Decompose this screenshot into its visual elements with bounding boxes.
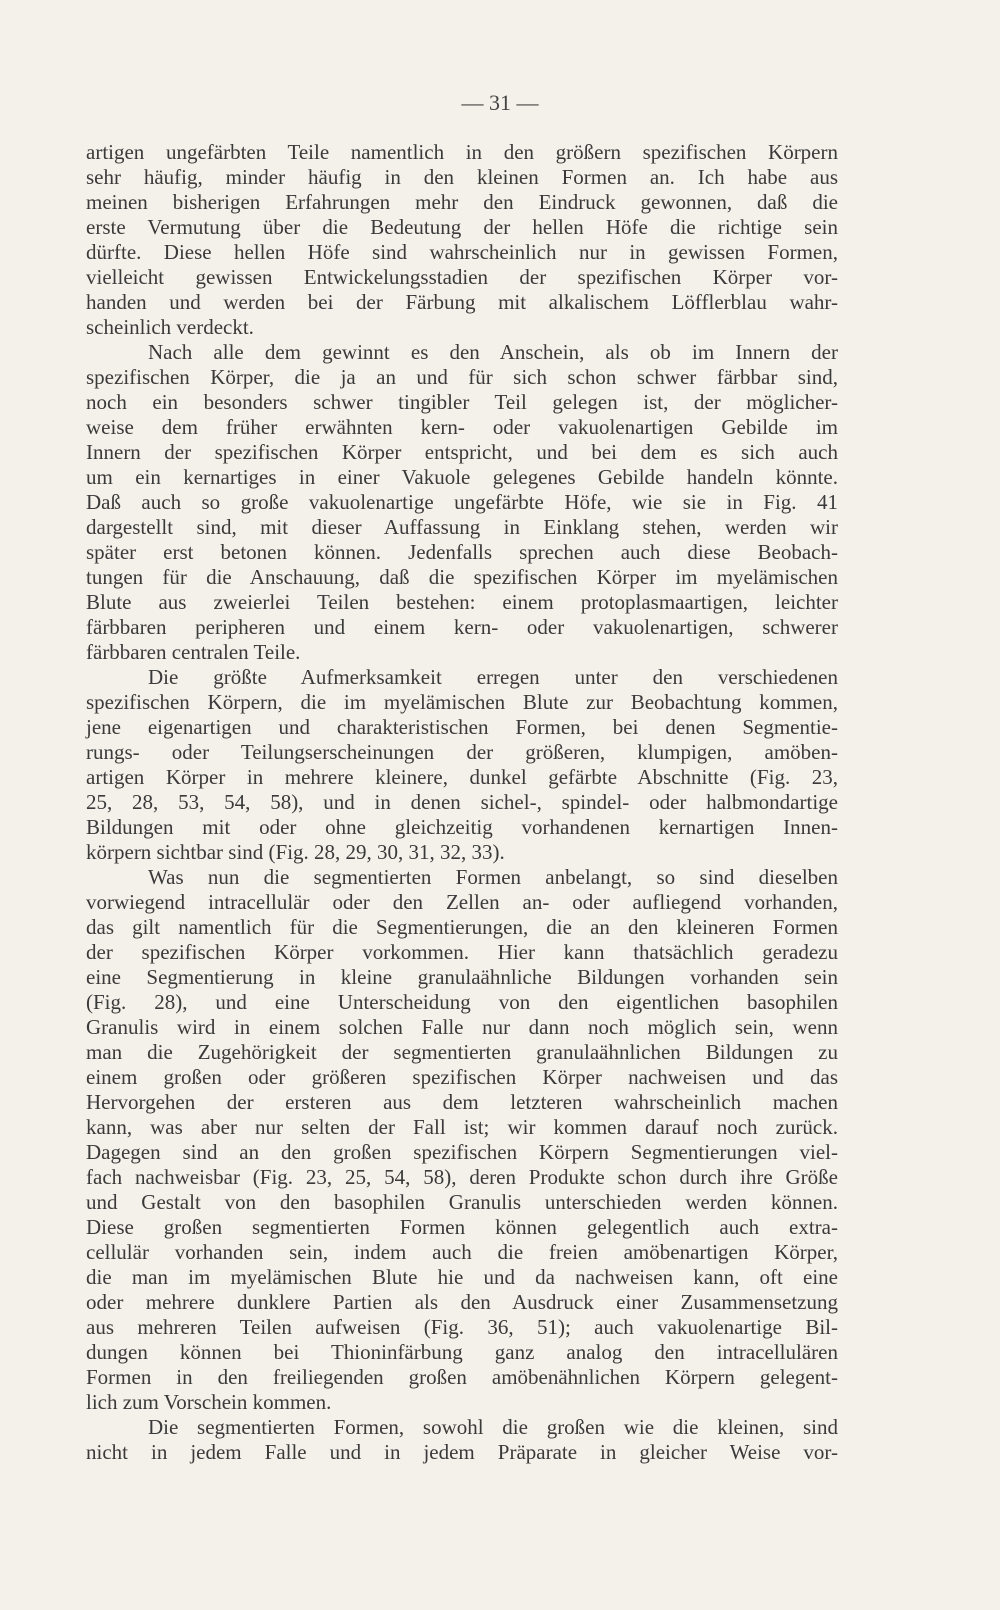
- text-line: jene eigenartigen und charakteristischen Formen, bei denen Segmentie-: [86, 715, 838, 739]
- text-line: Die segmentierten Formen, sowohl die großen wie die kleinen, sind: [148, 1415, 838, 1439]
- text-line: färbbaren peripheren und einem kern- oder vakuolenartigen, schwerer: [86, 615, 838, 639]
- text-line: das gilt namentlich für die Segmentierungen, die an den kleineren Formen: [86, 915, 838, 939]
- text-line: Granulis wird in einem solchen Falle nur dann noch möglich sein, wenn: [86, 1015, 838, 1039]
- text-line: erste Vermutung über die Bedeutung der hellen Höfe die richtige sein: [86, 215, 838, 239]
- text-line: spezifischen Körpern, die im myelämischen Blute zur Beobachtung kommen,: [86, 690, 838, 714]
- text-line: Nach alle dem gewinnt es den Anschein, als ob im Innern der: [148, 340, 838, 364]
- text-line: (Fig. 28), und eine Unterscheidung von den eigentlichen basophilen: [86, 990, 838, 1014]
- text-line: eine Segmentierung in kleine granulaähnliche Bildungen vorhanden sein: [86, 965, 838, 989]
- text-line: Daß auch so große vakuolenartige ungefärbte Höfe, wie sie in Fig. 41: [86, 490, 838, 514]
- text-line: Innern der spezifischen Körper entspricht, und bei dem es sich auch: [86, 440, 838, 464]
- text-line: nicht in jedem Falle und in jedem Präparate in gleicher Weise vor-: [86, 1440, 838, 1464]
- page-number: — 31 —: [461, 90, 539, 115]
- text-line: weise dem früher erwähnten kern- oder vakuolenartigen Gebilde im: [86, 415, 838, 439]
- text-line: artigen ungefärbten Teile namentlich in den größern spezifischen Körpern: [86, 140, 838, 164]
- text-line: spezifischen Körper, die ja an und für sich schon schwer färbbar sind,: [86, 365, 838, 389]
- text-line: lich zum Vorschein kommen.: [86, 1390, 332, 1414]
- body-text: [86, 140, 838, 1465]
- text-line: artigen Körper in mehrere kleinere, dunkel gefärbte Abschnitte (Fig. 23,: [86, 765, 838, 789]
- text-line: vorwiegend intracellulär oder den Zellen an- oder aufliegend vorhanden,: [86, 890, 838, 914]
- text-line: Die größte Aufmerksamkeit erregen unter den verschiedenen: [148, 665, 838, 689]
- text-line: dürfte. Diese hellen Höfe sind wahrscheinlich nur in gewissen Formen,: [86, 240, 838, 264]
- text-line: tungen für die Anschauung, daß die spezifischen Körper im myelämischen: [86, 565, 838, 589]
- text-line: später erst betonen können. Jedenfalls sprechen auch diese Beobach-: [86, 540, 838, 564]
- text-line: handen und werden bei der Färbung mit alkalischem Löfflerblau wahr-: [86, 290, 838, 314]
- text-line: scheinlich verdeckt.: [86, 315, 254, 339]
- text-line: der spezifischen Körper vorkommen. Hier kann thatsächlich geradezu: [86, 940, 838, 964]
- text-line: noch ein besonders schwer tingibler Teil gelegen ist, der möglicher-: [86, 390, 838, 414]
- text-line: körpern sichtbar sind (Fig. 28, 29, 30, 31, 32, 33).: [86, 840, 505, 864]
- text-line: vielleicht gewissen Entwickelungsstadien der spezifischen Körper vor-: [86, 265, 838, 289]
- text-line: kann, was aber nur selten der Fall ist; wir kommen darauf noch zurück.: [86, 1115, 838, 1139]
- text-line: dungen können bei Thioninfärbung ganz analog den intracellulären: [86, 1340, 838, 1364]
- text-line: die man im myelämischen Blute hie und da nachweisen kann, oft eine: [86, 1265, 838, 1289]
- text-line: färbbaren centralen Teile.: [86, 640, 301, 664]
- text-line: Dagegen sind an den großen spezifischen Körpern Segmentierungen viel-: [86, 1140, 838, 1164]
- text-line: Blute aus zweierlei Teilen bestehen: einem protoplasmaartigen, leichter: [86, 590, 838, 614]
- text-line: rungs- oder Teilungserscheinungen der größeren, klumpigen, amöben-: [86, 740, 838, 764]
- text-line: meinen bisherigen Erfahrungen mehr den Eindruck gewonnen, daß die: [86, 190, 838, 214]
- text-line: um ein kernartiges in einer Vakuole gelegenes Gebilde handeln könnte.: [86, 465, 838, 489]
- text-line: fach nachweisbar (Fig. 23, 25, 54, 58), deren Produkte schon durch ihre Größe: [86, 1165, 838, 1189]
- text-line: man die Zugehörigkeit der segmentierten granulaähnlichen Bildungen zu: [86, 1040, 838, 1064]
- text-line: oder mehrere dunklere Partien als den Ausdruck einer Zusammensetzung: [86, 1290, 838, 1314]
- text-line: Was nun die segmentierten Formen anbelangt, so sind dieselben: [148, 865, 838, 889]
- text-line: 25, 28, 53, 54, 58), und in denen sichel-, spindel- oder halbmondartige: [86, 790, 838, 814]
- text-line: Formen in den freiliegenden großen amöbenähnlichen Körpern gelegent-: [86, 1365, 838, 1389]
- text-line: Diese großen segmentierten Formen können gelegentlich auch extra-: [86, 1215, 838, 1239]
- text-line: Bildungen mit oder ohne gleichzeitig vorhandenen kernartigen Innen-: [86, 815, 838, 839]
- text-line: Hervorgehen der ersteren aus dem letzteren wahrscheinlich machen: [86, 1090, 838, 1114]
- text-line: dargestellt sind, mit dieser Auffassung in Einklang stehen, werden wir: [86, 515, 838, 539]
- text-line: einem großen oder größeren spezifischen Körper nachweisen und das: [86, 1065, 838, 1089]
- text-line: und Gestalt von den basophilen Granulis unterschieden werden können.: [86, 1190, 838, 1214]
- text-line: cellulär vorhanden sein, indem auch die freien amöbenartigen Körper,: [86, 1240, 838, 1264]
- text-line: sehr häufig, minder häufig in den kleinen Formen an. Ich habe aus: [86, 165, 838, 189]
- text-line: aus mehreren Teilen aufweisen (Fig. 36, 51); auch vakuolenartige Bil-: [86, 1315, 838, 1339]
